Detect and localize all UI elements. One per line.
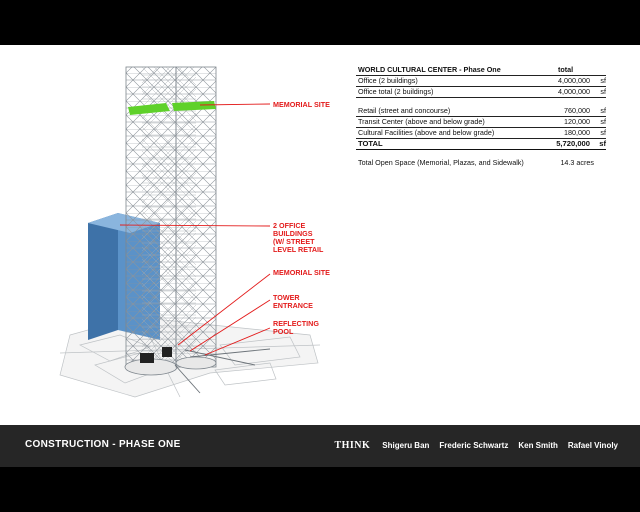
table-row: Transit Center (above and below grade) 120,000 sf: [358, 117, 606, 126]
table-col-header: total: [558, 65, 574, 74]
table-title: WORLD CULTURAL CENTER - Phase One: [358, 65, 501, 74]
callout-tower-entrance: TOWER ENTRANCE: [273, 293, 313, 310]
credits: [334, 440, 618, 451]
credit-name: Shigeru Ban: [382, 441, 430, 450]
table-row: Office total (2 buildings) 4,000,000 sf: [358, 87, 606, 96]
table-row: Office (2 buildings) 4,000,000 sf: [358, 76, 606, 85]
slide: [0, 45, 640, 425]
table-total-row: TOTAL 5,720,000 sf: [358, 139, 606, 148]
table-row: Cultural Facilities (above and below grade) 180,000 sf: [358, 128, 606, 137]
open-space-row: Total Open Space (Memorial, Plazas, and Sidewalk) 14.3 acres: [358, 158, 594, 167]
brand-logo: THINK: [334, 440, 371, 451]
area-table: [356, 65, 606, 168]
callout-office-buildings: 2 OFFICE BUILDINGS (W/ STREET LEVEL RETAIL: [273, 221, 324, 254]
table-header: [356, 65, 606, 76]
credit-name: Rafael Vinoly: [567, 441, 618, 450]
credit-name: Ken Smith: [518, 441, 558, 450]
footer-bar: [0, 425, 640, 467]
callout-memorial-site-top: MEMORIAL SITE: [273, 100, 330, 109]
footer-title: CONSTRUCTION - PHASE ONE: [25, 439, 181, 450]
callout-memorial-site-low: MEMORIAL SITE: [273, 268, 330, 277]
table-row: Retail (street and concourse) 760,000 sf: [358, 106, 606, 115]
callout-reflecting-pool: REFLECTING POOL: [273, 319, 319, 336]
credit-name: Frederic Schwartz: [439, 441, 509, 450]
